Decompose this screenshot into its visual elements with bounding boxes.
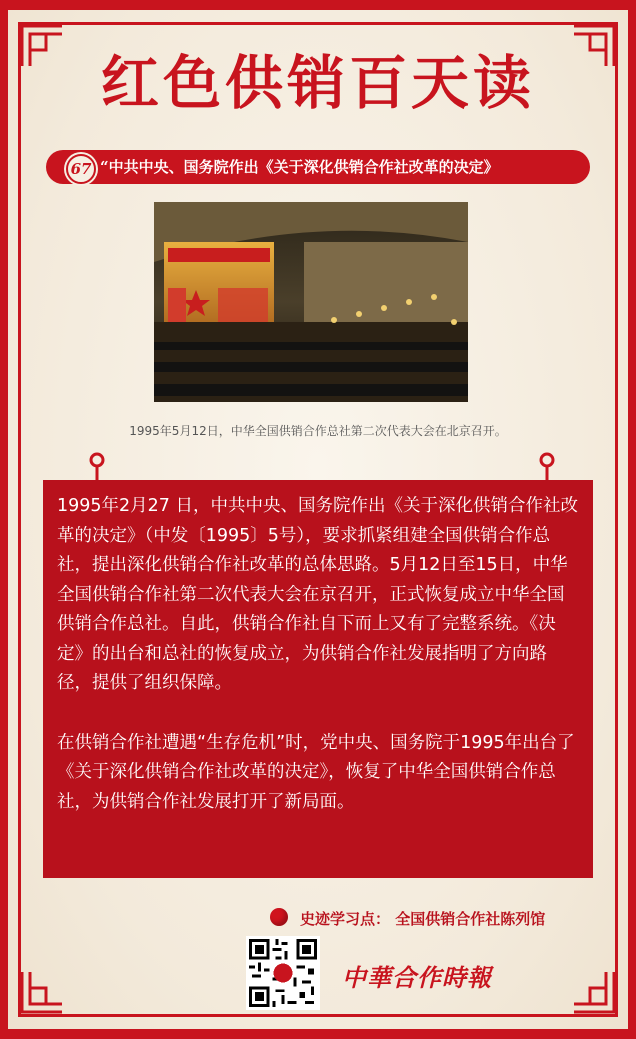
content-panel [43, 480, 593, 878]
corner-ornament-bottom-left [20, 970, 64, 1014]
qr-code [246, 936, 320, 1010]
study-point [300, 908, 545, 929]
photo-caption: 1995年5月12日，中华全国供销合作总社第二次代表大会在北京召开。 [129, 424, 507, 438]
corner-ornament-bottom-right [572, 970, 616, 1014]
content-paragraph-2: 在供销合作社遭遇“生存危机”时，党中央、国务院于1995年出台了《关于深化供销合作社改革的决定》，恢复了中华全国供销合作总社，为供销合作社发展打开了新局面。 [57, 732, 575, 812]
study-point-label: 史迹学习点： [300, 910, 391, 928]
congress-photo [154, 202, 468, 402]
location-dot-icon [270, 908, 288, 926]
content-paragraph-1: 1995年2月27 日，中共中央、国务院作出《关于深化供销合作社改革的决定》（中发〔1995〕5号），要求抓紧组建全国供销合作总社，提出深化供销合作社改革的总体思路。5月12日至15日，中华全国供销合作社第二次代表大会在京召开，正式恢复成立中华全国供销合作总社。自此，供销合作社自下而上又有了完整系统。《决定》的出台和总社的恢复成立，为供销合作社发展指明了方向路径，提供了组织保障。 [57, 496, 578, 693]
episode-headline: “中共中央、国务院作出《关于深化供销合作社改革的决定》 [100, 158, 499, 176]
pin-icon-right [538, 452, 556, 482]
study-point-place: 全国供销合作社陈列馆 [395, 910, 546, 928]
pin-icon-left [88, 452, 106, 482]
newspaper-logo: 中華合作時報 [342, 963, 492, 992]
page-title: 红色供销百天读 [100, 49, 535, 117]
episode-number-badge: 67 [66, 154, 96, 184]
